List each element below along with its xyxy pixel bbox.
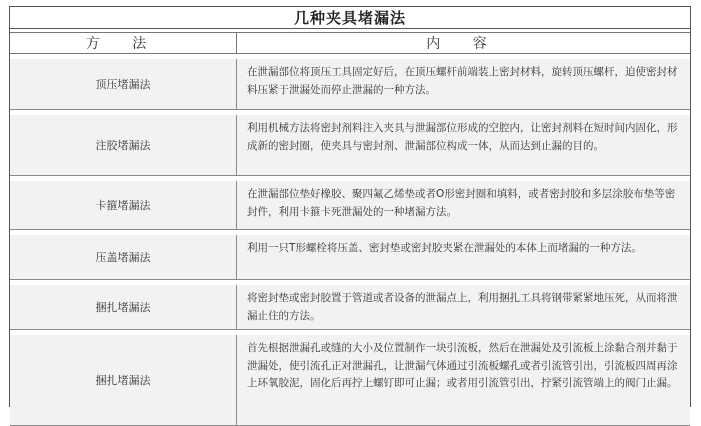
table-row: [10, 176, 690, 230]
method-cell: 注胶堵漏法: [95, 139, 151, 152]
header-method: 方 法: [85, 36, 161, 52]
method-table: [9, 6, 691, 407]
table-row: [10, 110, 690, 176]
method-cell: 捆扎堵漏法: [95, 374, 151, 387]
content-cell: 首先根据泄漏孔或缝的大小及位置制作一块引流板，然后在泄漏处及引流板上涂黏合剂并黏于泄漏处，使引流孔正对泄漏孔，让泄漏气体通过引流板螺孔或者引流管引出，引流板四周再涂上环氧胶泥，固化后再拧上螺钉即可止漏；或者用引流管引出，拧紧引流管端上的阀门止漏。: [236, 335, 690, 425]
method-cell: 顶压堵漏法: [95, 78, 151, 91]
content-cell: 在泄漏部位垫好橡胶、聚四氟乙烯垫或者O形密封圈和填料，或者密封胶和多层涂胶布垫等密封件，利用卡箍卡死泄漏处的一种堵漏方法。: [236, 181, 690, 229]
table-header-row: [10, 32, 690, 54]
content-cell: 利用机械方法将密封剂料注入夹具与泄漏部位形成的空腔内，让密封剂料在短时间内固化，形成新的密封圈，使夹具与密封剂、泄漏部位构成一体，从而达到止漏的目的。: [236, 115, 690, 175]
table-row: [10, 230, 690, 280]
method-cell: 压盖堵漏法: [95, 251, 151, 264]
table-body: [10, 54, 690, 426]
content-cell: 将密封垫或密封胶置于管道或者设备的泄漏点上，利用捆扎工具将钢带紧紧地压死，从而将泄漏止住的方法。: [236, 285, 690, 329]
method-cell: 捆扎堵漏法: [95, 301, 151, 314]
header-content: 内 容: [236, 33, 690, 53]
table-row: [10, 280, 690, 330]
table-title: 几种夹具堵漏法: [10, 7, 690, 29]
content-cell: 利用一只T形螺栓将压盖、密封垫或密封胶夹紧在泄漏处的本体上而堵漏的一种方法。: [236, 235, 690, 279]
method-cell: 卡箍堵漏法: [95, 199, 151, 212]
table-row: [10, 54, 690, 110]
table-row: [10, 330, 690, 426]
content-cell: 在泄漏部位将顶压工具固定好后，在顶压螺杆前端装上密封材料，旋转顶压螺杆，迫使密封材料压紧于泄漏处而停止泄漏的一种方法。: [236, 59, 690, 109]
